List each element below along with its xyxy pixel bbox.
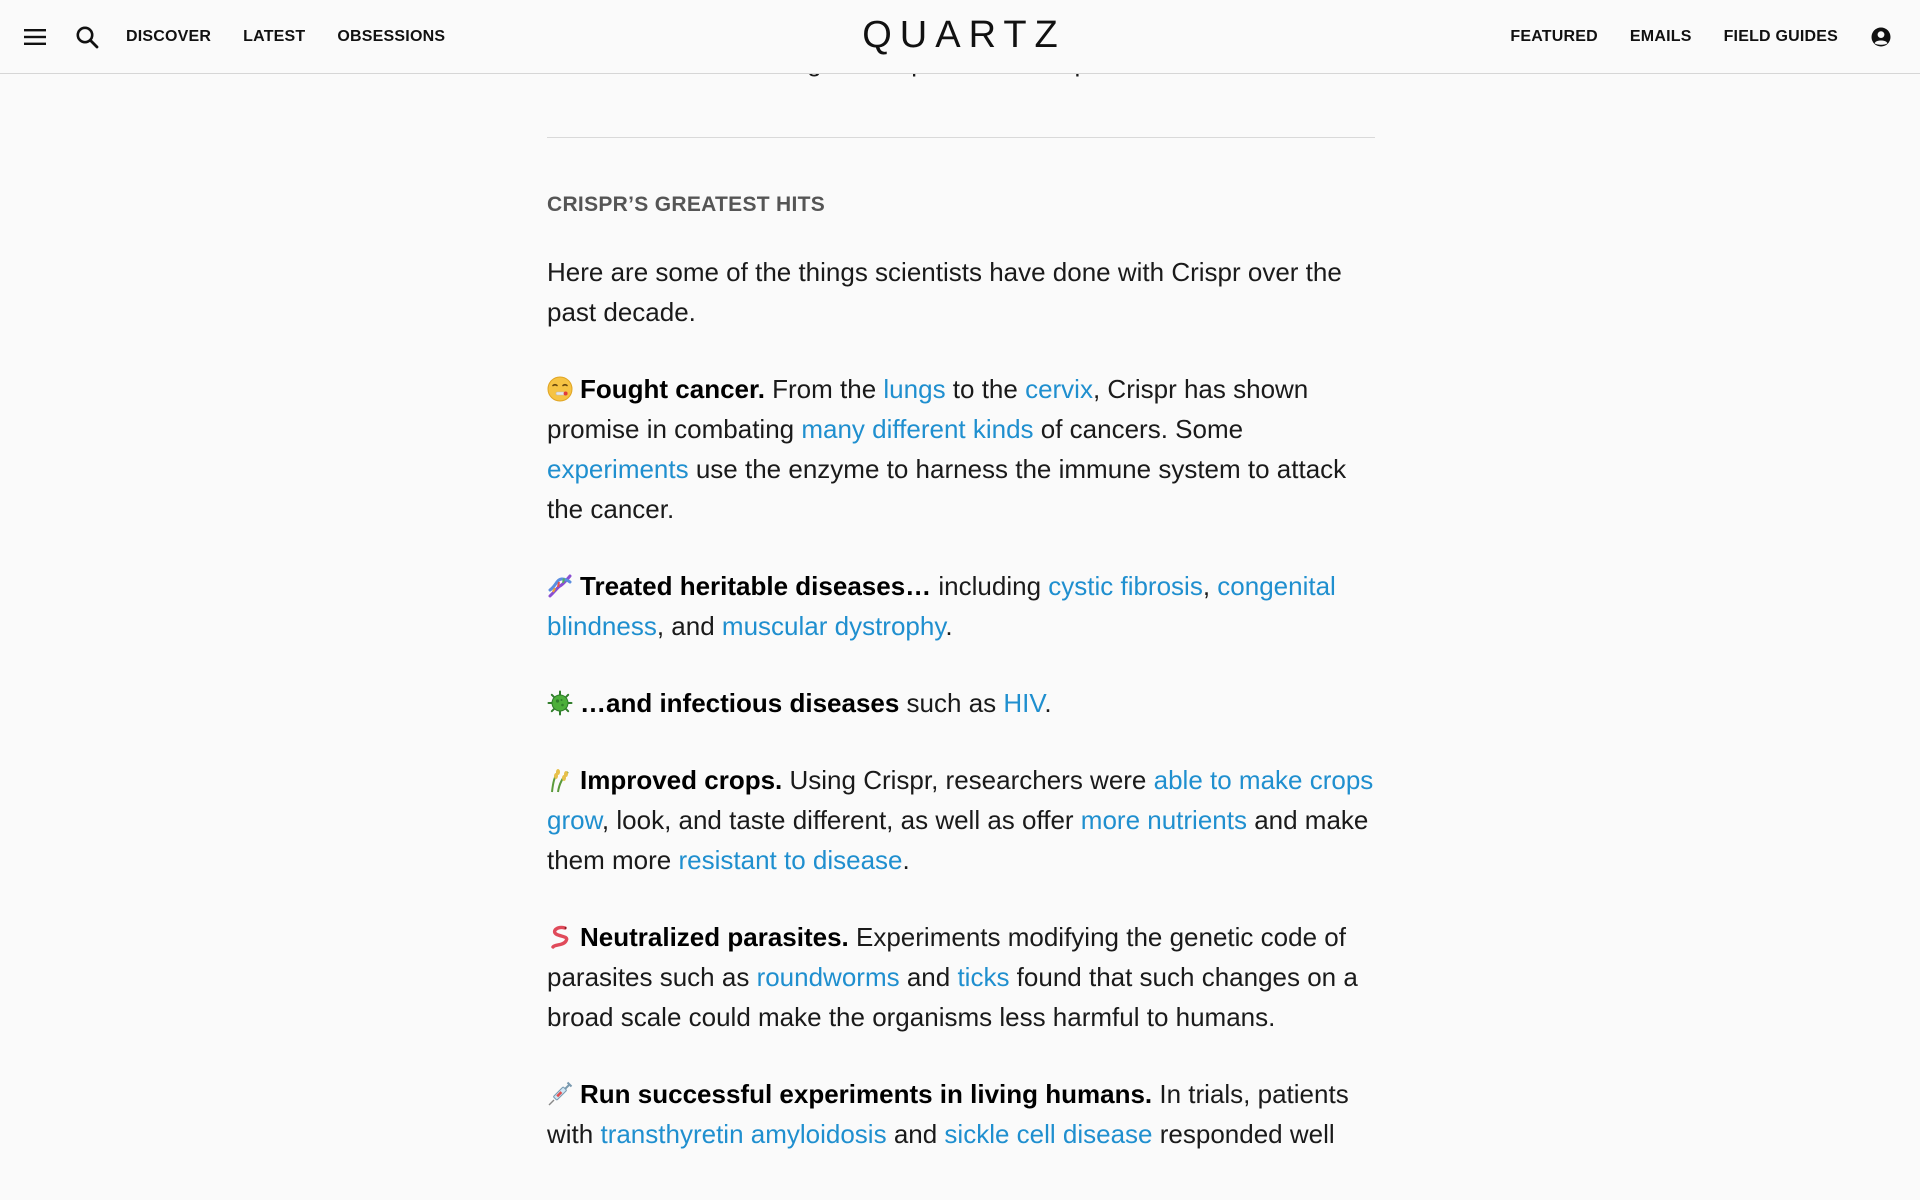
hit-cancer-text: , Crispr has shown promise in combating [547,374,1309,444]
dna-icon [547,570,573,596]
hit-parasites [547,917,1375,1037]
hit-heritable-text: , and [656,611,722,641]
link-hiv[interactable]: HIV [1003,688,1045,718]
hit-infectious-text: such as [899,688,1004,718]
hit-cancer-text: of cancers. Some [1033,414,1244,444]
hit-heritable-lead: Treated heritable diseases… [580,571,932,601]
hit-humans-text: responded well [1152,1119,1335,1149]
section-divider [547,137,1375,138]
hit-cancer-text: use the enzyme to harness the immune system to attack the cancer. [547,454,1347,524]
hit-crops [547,760,1375,880]
hit-crops-lead: Improved crops. [580,765,783,795]
nav-discover[interactable]: DISCOVER [126,27,212,45]
hit-cancer-text: From the [764,374,884,404]
link-able-to-make-crops-grow[interactable]: able to make crops grow [547,765,1374,835]
quartz-logo[interactable]: QUARTZ [862,14,1066,56]
nav-left [22,0,477,73]
link-lungs[interactable]: lungs [883,374,946,404]
hit-cancer-text: to the [945,374,1026,404]
hit-parasites-text: found that such changes on a broad scale could make the organisms less harmful to humans. [547,962,1358,1032]
link-resistant-to-disease[interactable]: resistant to disease [678,845,903,875]
hit-infectious-text: . [1044,688,1052,718]
link-more-nutrients[interactable]: more nutrients [1080,805,1247,835]
hit-heritable-text: including [931,571,1049,601]
nav-obsessions[interactable]: OBSESSIONS [337,27,446,45]
link-congenital-blindness[interactable]: congenital blindness [547,571,1336,641]
menu-icon[interactable] [22,24,48,50]
nav-field-guides[interactable]: FIELD GUIDES [1723,27,1838,45]
hit-infectious [547,683,1375,723]
intro-paragraph: Here are some of the things scientists have done with Crispr over the past decade. [547,257,1342,327]
search-icon[interactable] [74,24,100,50]
site-header [0,0,1920,74]
link-experiments[interactable]: experiments [547,454,689,484]
hit-humans-text: In trials, patients with [547,1079,1349,1149]
link-ticks[interactable]: ticks [957,962,1010,992]
hit-parasites-text: Experiments modifying the genetic code of parasites such as [547,922,1346,992]
nav-latest[interactable]: LATEST [243,27,306,45]
hit-crops-text: . [902,845,910,875]
link-cystic-fibrosis[interactable]: cystic fibrosis [1048,571,1203,601]
hit-heritable-text: , [1202,571,1218,601]
link-muscular-dystrophy[interactable]: muscular dystrophy [721,611,946,641]
hit-humans-text: and [886,1119,945,1149]
microbe-icon [547,687,573,713]
hit-infectious-lead: …and infectious diseases [580,688,900,718]
hit-cancer-lead: Fought cancer. [580,374,765,404]
nav-right [1478,0,1894,73]
link-sickle-cell-disease[interactable]: sickle cell disease [944,1119,1153,1149]
link-many-different-kinds[interactable]: many different kinds [801,414,1034,444]
link-cervix[interactable]: cervix [1025,374,1093,404]
worm-icon [547,921,573,947]
hit-heritable-text: . [945,611,953,641]
syringe-icon [547,1078,573,1104]
nav-emails[interactable]: EMAILS [1629,27,1692,45]
hit-cancer [547,369,1375,529]
article-body [547,42,1375,1191]
hit-crops-text: , look, and taste different, as well as offer [601,805,1081,835]
section-heading: CRISPR’S GREATEST HITS [547,193,826,216]
hit-humans [547,1074,1375,1154]
hit-crops-text: and make them more [547,805,1369,875]
account-icon[interactable] [1868,24,1894,50]
rice-sheaf-icon [547,764,573,790]
nav-featured[interactable]: FEATURED [1510,27,1598,45]
hit-humans-lead: Run successful experiments in living humans. [580,1079,1153,1109]
hit-parasites-lead: Neutralized parasites. [580,922,849,952]
face-with-thermometer-icon [547,373,573,399]
hit-crops-text: Using Crispr, researchers were [782,765,1154,795]
link-roundworms[interactable]: roundworms [756,962,900,992]
link-transthyretin-amyloidosis[interactable]: transthyretin amyloidosis [600,1119,887,1149]
hit-parasites-text: and [899,962,958,992]
hit-heritable [547,566,1375,646]
